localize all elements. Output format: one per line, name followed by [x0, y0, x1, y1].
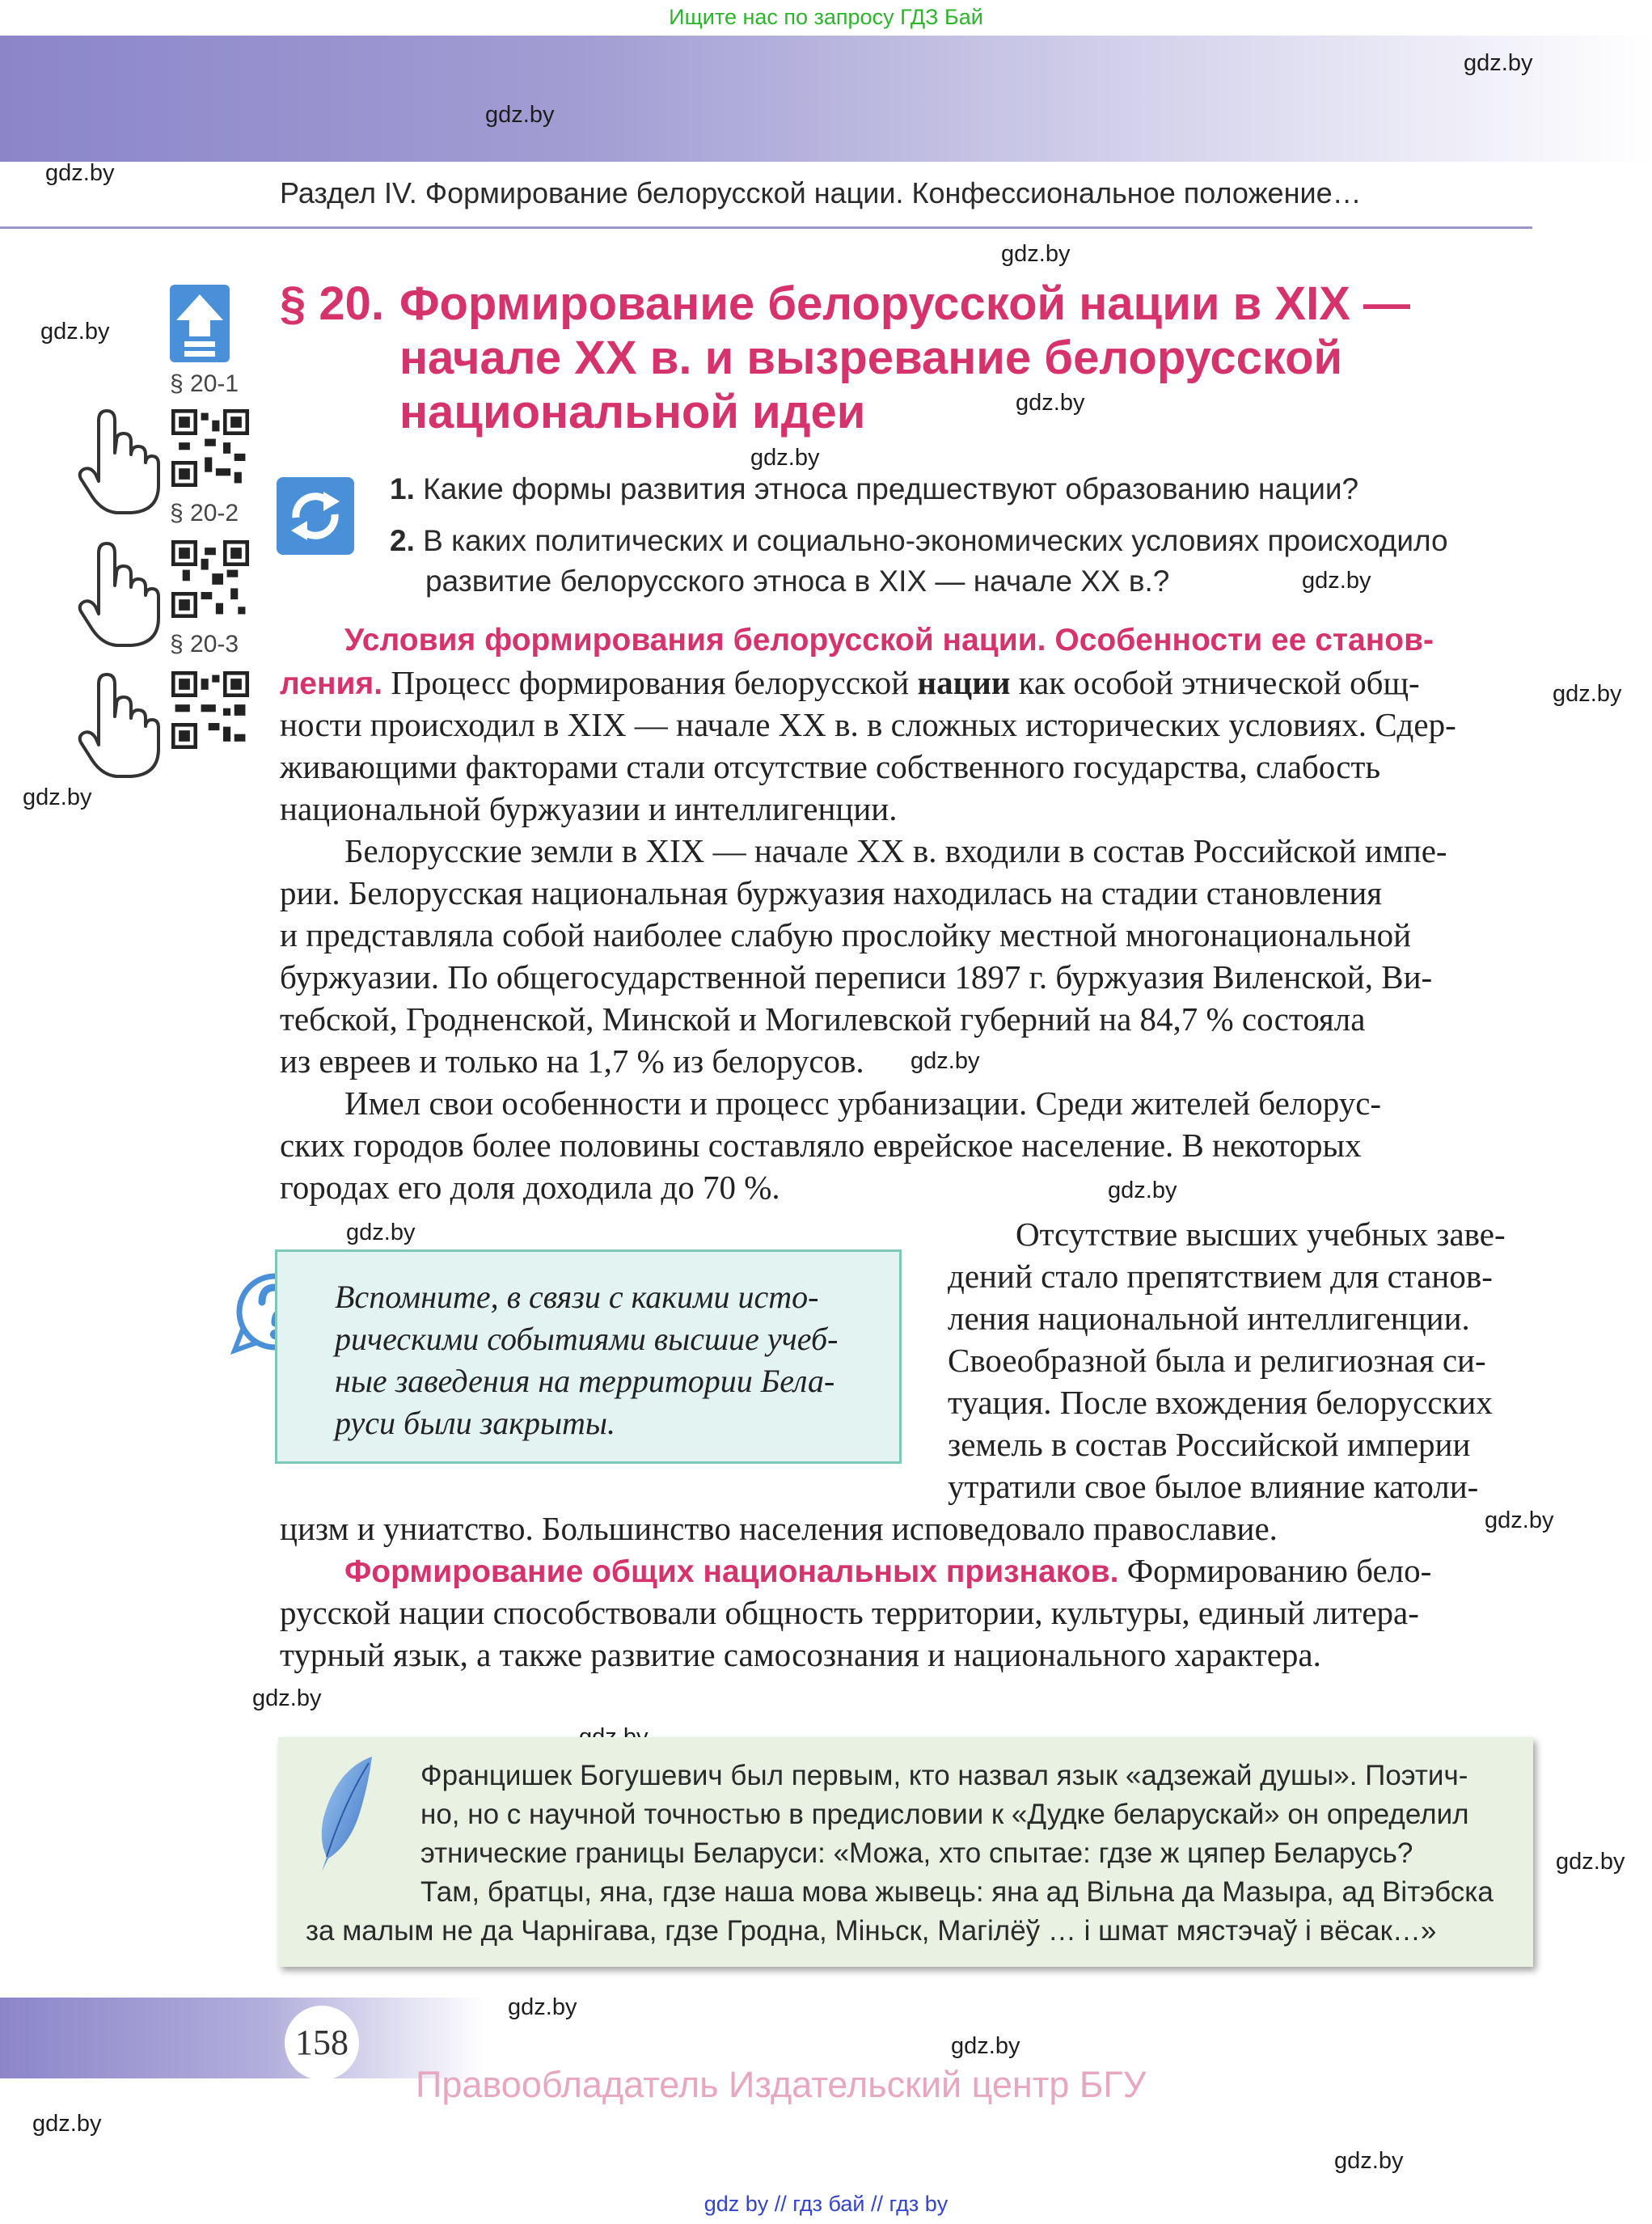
feather-quill-icon: [312, 1753, 378, 1875]
title-line: Формирование белорусской нации в XIX —: [399, 277, 1411, 330]
watermark: gdz.by: [1108, 1178, 1177, 1203]
watermark: gdz.by: [1553, 681, 1622, 707]
footer-band: [0, 1998, 485, 2078]
up-arrow-icon: [170, 285, 230, 362]
question-number: 1.: [390, 472, 415, 505]
watermark: gdz.by: [911, 1048, 980, 1074]
text-line: и представляла собой наиболее слабую прослойку местной многонациональной: [280, 916, 1412, 953]
watermark: gdz.by: [40, 319, 110, 345]
watermark: gdz.by: [485, 102, 555, 128]
term: нации: [917, 664, 1011, 701]
top-search-banner[interactable]: Ищите нас по запросу ГДЗ Бай: [669, 5, 983, 29]
watermark: gdz.by: [1302, 568, 1371, 594]
title-line: национальной идеи: [399, 386, 866, 438]
question-1: [390, 469, 1358, 509]
text-line: [344, 1550, 1431, 1593]
question-number: 2.: [390, 524, 415, 557]
text-line: живающими факторами стали отсутствие собственного государства, слабость: [280, 748, 1381, 785]
watermark: gdz.by: [1556, 1849, 1625, 1875]
watermark: gdz.by: [750, 445, 820, 471]
subheading: Формирование общих национальных признаков.: [344, 1554, 1119, 1589]
title-line: начале XX в. и вызревание белорусской: [399, 332, 1343, 384]
rights-holder: Правообладатель Издательский центр БГУ: [416, 2064, 1147, 2105]
text-line: городах его доля доходила до 70 %.: [280, 1169, 780, 1206]
text-line: земель в состав Российской империи: [948, 1426, 1471, 1463]
text-line: рии. Белорусская национальная буржуазия находилась на стадии становления: [280, 874, 1383, 911]
watermark: gdz.by: [1001, 241, 1071, 267]
text-span: как особой этнической общ-: [1018, 664, 1420, 701]
text-line: русской нации способствовали общность территории, культуры, единый литера-: [280, 1594, 1419, 1631]
qr-code-icon[interactable]: [171, 540, 249, 618]
quote-line: Там, братцы, яна, гдзе наша мова жывець: яна ад Вільна да Мазыра, ад Вітэбска: [420, 1876, 1494, 1908]
watermark: gdz.by: [508, 1994, 577, 2020]
review-icon: [277, 477, 354, 555]
watermark: gdz.by: [951, 2033, 1020, 2059]
text-line: Своеобразной была и религиозная си-: [948, 1342, 1486, 1379]
text-line: цизм и униатство. Большинство населения исповедовало православие.: [280, 1510, 1278, 1547]
remember-line: ные заведения на территории Бела-: [335, 1363, 835, 1399]
watermark: gdz.by: [1334, 2148, 1404, 2174]
watermark: gdz.by: [346, 1220, 416, 1245]
watermark: gdz.by: [1016, 390, 1085, 416]
question-2-cont: развитие белорусского этноса в XIX — начале XX в.?: [425, 564, 1170, 598]
text-line: из евреев и только на 1,7 % из белорусов.: [280, 1042, 864, 1080]
quote-line: этнические границы Беларуси: «Можа, хто спытае: гдзе ж цяпер Беларусь?: [420, 1837, 1413, 1869]
bottom-links[interactable]: gdz by // гдз бай // гдз by: [703, 2192, 949, 2216]
section-header: Раздел IV. Формирование белорусской нации. Конфессиональное положение…: [280, 176, 1362, 209]
paragraph-title: [280, 277, 1493, 439]
qr-code-icon[interactable]: [171, 409, 249, 487]
ref-label-20-2: § 20-2: [170, 500, 239, 526]
question-text: В каких политических и социально-экономических условиях происходило: [423, 524, 1448, 557]
text-line: туация. После вхождения белорусских: [948, 1384, 1493, 1421]
quote-line: Францишек Богушевич был первым, кто назвал язык «адзежай душы». Поэтич-: [420, 1760, 1468, 1791]
text-line: национальной буржуазии и интеллигенции.: [280, 790, 898, 827]
watermark: gdz.by: [45, 160, 115, 186]
pointing-hand-icon: [74, 404, 163, 518]
header-band: [0, 36, 1652, 162]
text-line: тебской, Гродненской, Минской и Могилевской губерний на 84,7 % состояла: [280, 1000, 1366, 1038]
text-line: Белорусские земли в XIX — начале XX в. входили в состав Российской импе-: [344, 832, 1447, 869]
text-span: Формированию бело-: [1126, 1552, 1432, 1589]
text-line: утратили свое былое влияние католи-: [948, 1468, 1479, 1505]
text-line: ских городов более половины составляло еврейское население. В некоторых: [280, 1127, 1362, 1164]
pointing-hand-icon: [74, 668, 163, 781]
ref-label-20-3: § 20-3: [170, 631, 239, 657]
watermark: gdz.by: [23, 784, 92, 810]
text-line: ности происходил в XIX — начале XX в. в сложных исторических условиях. Сдер-: [280, 706, 1456, 743]
watermark: gdz.by: [252, 1685, 322, 1711]
watermark: gdz.by: [32, 2111, 102, 2137]
quote-line: но, но с научной точностью в предисловии к «Дудке беларускай» он определил: [420, 1799, 1469, 1830]
qr-code-icon[interactable]: [171, 671, 249, 749]
remember-line: рическими событиями высшие учеб-: [335, 1321, 839, 1357]
text-line: буржуазии. По общегосударственной переписи 1897 г. буржуазия Виленской, Ви-: [280, 958, 1433, 996]
pointing-hand-icon: [74, 537, 163, 650]
header-divider: [0, 226, 1532, 229]
text-line: Имел свои особенности и процесс урбанизации. Среди жителей белорус-: [344, 1085, 1382, 1122]
remember-line: руси были закрыты.: [335, 1405, 616, 1441]
question-text: Какие формы развития этноса предшествуют образованию нации?: [423, 472, 1359, 505]
refresh-icon: [277, 477, 354, 555]
page-number: 158: [285, 2006, 359, 2080]
subheading: ления.: [280, 666, 383, 701]
quote-line: за малым не да Чарнігава, гдзе Гродна, Міньск, Магілёў … і шмат мястэчаў і вёсак…»: [306, 1915, 1437, 1947]
subheading: Условия формирования белорусской нации. Особенности ее станов-: [344, 623, 1434, 657]
text-line: [280, 662, 1420, 705]
watermark: gdz.by: [1485, 1507, 1554, 1533]
question-2: [390, 521, 1448, 561]
text-line: ления национальной интеллигенции.: [948, 1300, 1470, 1337]
text-span: Процесс формирования белорусской: [391, 664, 910, 701]
ref-label-20-1: § 20-1: [170, 370, 239, 397]
text-line: Отсутствие высших учебных заве-: [1016, 1216, 1506, 1253]
text-line: дений стало препятствием для станов-: [948, 1258, 1493, 1295]
remember-line: Вспомните, в связи с какими исто-: [335, 1279, 819, 1315]
text-line: турный язык, а также развитие самосознания и национального характера.: [280, 1636, 1321, 1673]
home-button[interactable]: [170, 285, 230, 362]
paragraph-number: § 20.: [280, 277, 384, 330]
watermark: gdz.by: [1464, 50, 1533, 76]
